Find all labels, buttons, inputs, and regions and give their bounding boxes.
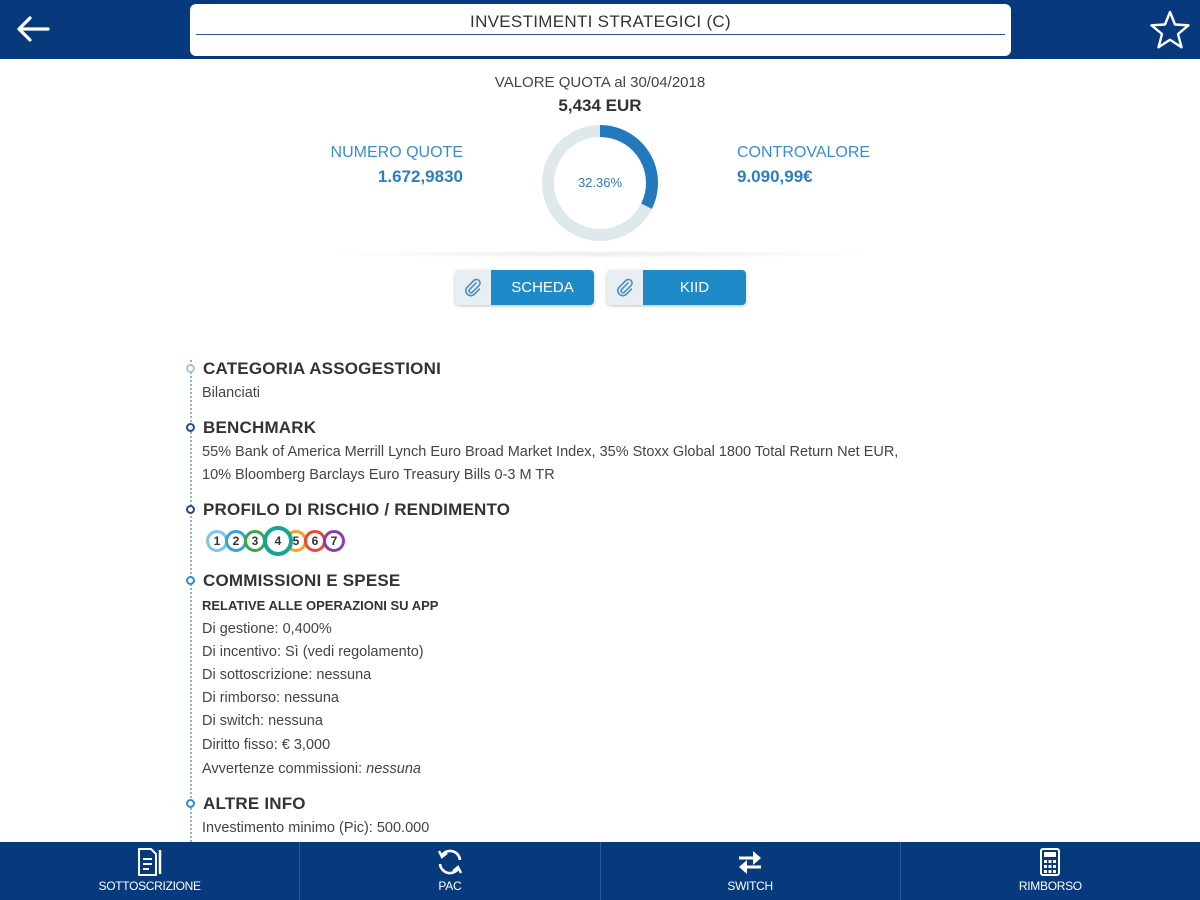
tab-rimborso[interactable] <box>901 842 1200 900</box>
page-title: INVESTIMENTI STRATEGICI (C) <box>470 12 731 31</box>
risk-level-3: 3 <box>244 530 266 552</box>
avvertenze-commissioni <box>202 758 421 782</box>
refresh-icon <box>434 847 466 877</box>
quota-date-label: VALORE QUOTA al 30/04/2018 <box>494 74 706 91</box>
profilo-title: PROFILO DI RISCHIO / RENDIMENTO <box>203 500 511 519</box>
tab-pac-label: PAC <box>438 879 462 893</box>
back-button[interactable] <box>10 8 56 50</box>
quota-value: 5,434 EUR <box>558 96 642 115</box>
tab-pac[interactable] <box>300 842 600 900</box>
risk-level-5: 5 <box>285 530 307 552</box>
benchmark-title: BENCHMARK <box>203 418 317 437</box>
tab-switch[interactable] <box>601 842 901 900</box>
bottom-nav <box>0 842 1200 900</box>
donut-progress-arc <box>600 131 652 206</box>
commissioni-subtitle: RELATIVE ALLE OPERAZIONI SU APP <box>202 598 439 613</box>
paperclip-icon <box>607 270 643 305</box>
altre-info-title: ALTRE INFO <box>203 794 306 813</box>
numero-quote-label: NUMERO QUOTE <box>330 144 463 161</box>
paperclip-icon <box>455 270 491 305</box>
commissione-incentivo: Di incentivo: Sì (vedi regolamento) <box>202 644 424 660</box>
donut-percent-label: 32.36% <box>577 175 623 190</box>
arrow-left-icon <box>10 8 56 50</box>
commissione-sottoscrizione: Di sottoscrizione: nessuna <box>202 667 372 683</box>
timeline-dot <box>186 423 195 432</box>
scheda-label: SCHEDA <box>491 270 594 305</box>
risk-scale <box>206 526 366 556</box>
risk-level-6: 6 <box>304 530 326 552</box>
timeline-dot <box>186 799 195 808</box>
section-divider <box>320 250 880 258</box>
kiid-label: KIID <box>643 270 746 305</box>
tab-switch-label: SWITCH <box>727 879 773 893</box>
categoria-title: CATEGORIA ASSOGESTIONI <box>203 359 442 378</box>
risk-level-2: 2 <box>225 530 247 552</box>
tab-sottoscrizione-label: SOTTOSCRIZIONE <box>98 879 201 893</box>
numero-quote-value: 1.672,9830 <box>377 167 463 186</box>
commissione-switch: Di switch: nessuna <box>202 713 323 729</box>
benchmark-line-1: 55% Bank of America Merrill Lynch Euro Broad Market Index, 35% Stoxx Global 1800 Total Return Net EUR, <box>202 444 899 460</box>
avvertenze-value: nessuna <box>366 761 421 777</box>
controvalore-label: CONTROVALORE <box>737 144 871 161</box>
controvalore-value: 9.090,99€ <box>737 167 813 186</box>
commissione-rimborso: Di rimborso: nessuna <box>202 690 339 706</box>
title-underline <box>196 34 1005 35</box>
benchmark-line-2: 10% Bloomberg Barclays Euro Treasury Bills 0-3 M TR <box>202 467 555 483</box>
investimento-minimo: Investimento minimo (Pic): 500.000 <box>202 820 430 836</box>
favorite-button[interactable] <box>1148 8 1192 52</box>
commissione-gestione: Di gestione: 0,400% <box>202 621 332 637</box>
timeline-line <box>190 360 192 842</box>
tab-sottoscrizione[interactable] <box>0 842 300 900</box>
diritto-fisso: Diritto fisso: € 3,000 <box>202 737 331 753</box>
top-bar <box>0 0 1200 59</box>
kiid-button[interactable] <box>607 270 746 305</box>
timeline-dot <box>186 576 195 585</box>
scheda-button[interactable] <box>455 270 594 305</box>
risk-level-7: 7 <box>323 530 345 552</box>
document-edit-icon <box>134 847 166 877</box>
tab-rimborso-label: RIMBORSO <box>1018 879 1082 893</box>
title-box <box>190 4 1011 56</box>
commissioni-title: COMMISSIONI E SPESE <box>203 571 401 590</box>
timeline-dot <box>186 364 195 373</box>
timeline-dot <box>186 505 195 514</box>
calculator-icon <box>1034 847 1066 877</box>
avvertenze-label: Avvertenze commissioni: <box>202 761 367 777</box>
risk-level-4-selected: 4 <box>263 526 293 556</box>
categoria-value: Bilanciati <box>202 385 261 401</box>
risk-level-1: 1 <box>206 530 228 552</box>
switch-arrows-icon <box>734 847 766 877</box>
star-icon <box>1148 8 1192 52</box>
